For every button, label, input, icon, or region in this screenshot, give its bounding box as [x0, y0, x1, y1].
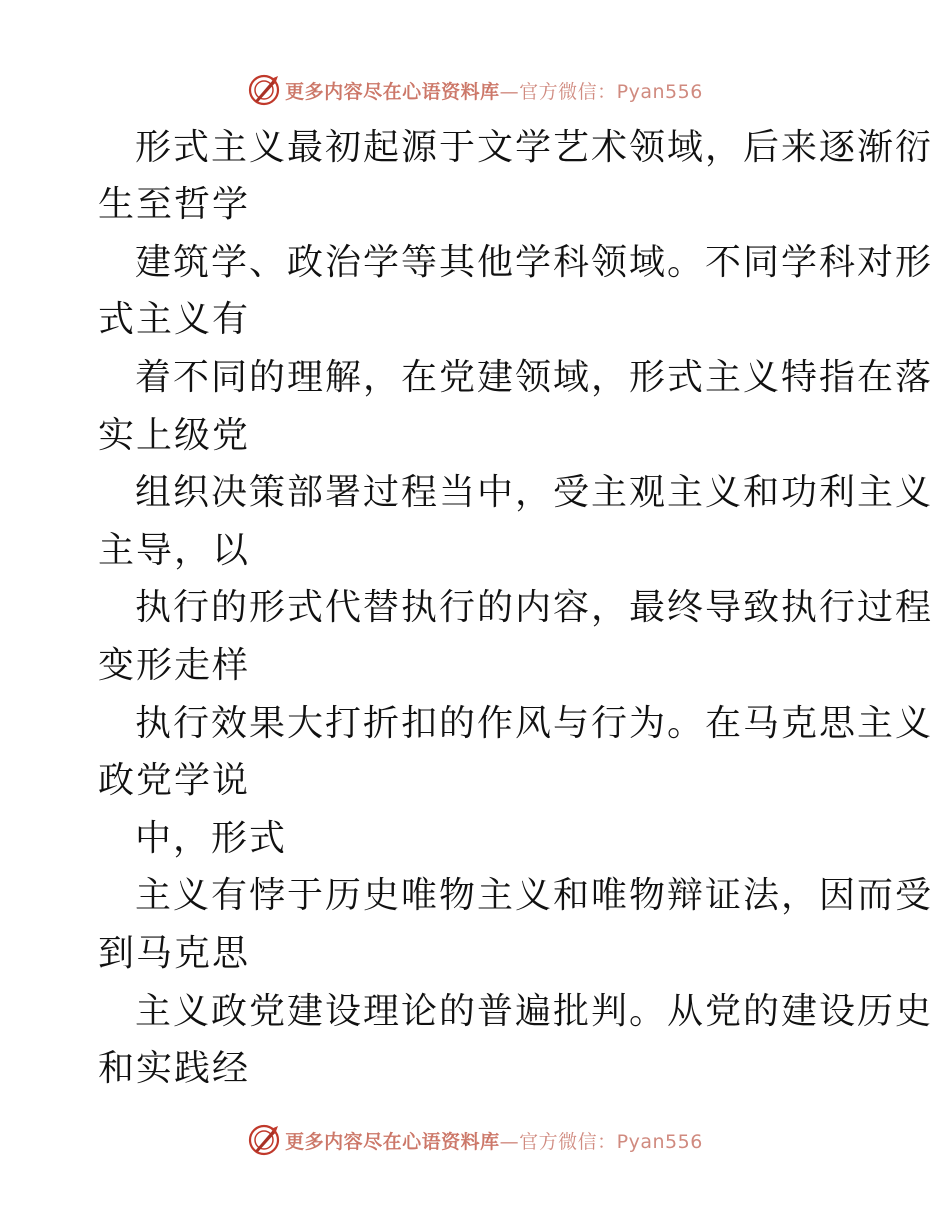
quill-logo-icon — [247, 73, 281, 107]
text-line: 中，形式 — [135, 818, 288, 859]
text-line: 主义政党建设理论的普遍批判。从党的建设历史 — [135, 991, 934, 1032]
text-line: 主义有悖于历史唯物主义和唯物辩证法，因而受 — [135, 875, 934, 916]
header-watermark — [0, 70, 950, 110]
text-line: 和实践经 — [98, 1048, 251, 1089]
text-line: 着不同的理解，在党建领域，形式主义特指在落 — [135, 357, 934, 398]
watermark-tail: —官方微信：Pyan556 — [499, 80, 703, 103]
watermark-lead: 更多内容尽在心语资料库 — [285, 80, 500, 103]
text-line: 变形走样 — [98, 645, 251, 686]
text-line: 政党学说 — [98, 760, 251, 801]
text-line: 执行效果大打折扣的作风与行为。在马克思主义 — [135, 703, 934, 744]
text-line: 生至哲学 — [98, 184, 251, 225]
text-line: 执行的形式代替执行的内容，最终导致执行过程 — [135, 587, 934, 628]
text-line: 实上级党 — [98, 415, 251, 456]
watermark-tail: —官方微信：Pyan556 — [499, 1130, 703, 1153]
watermark-lead: 更多内容尽在心语资料库 — [285, 1130, 500, 1153]
footer-watermark — [0, 1120, 950, 1160]
quill-logo-icon — [247, 1123, 281, 1157]
text-line: 形式主义最初起源于文学艺术领域，后来逐渐衍 — [135, 127, 934, 168]
text-line: 到马克思 — [98, 933, 251, 974]
text-line: 主导，以 — [98, 530, 251, 571]
text-line: 式主义有 — [98, 299, 251, 340]
text-line: 组织决策部署过程当中，受主观主义和功利主义 — [135, 472, 934, 513]
watermark-text — [285, 1127, 703, 1154]
watermark-text — [285, 77, 703, 104]
text-line: 建筑学、政治学等其他学科领域。不同学科对形 — [135, 242, 934, 283]
